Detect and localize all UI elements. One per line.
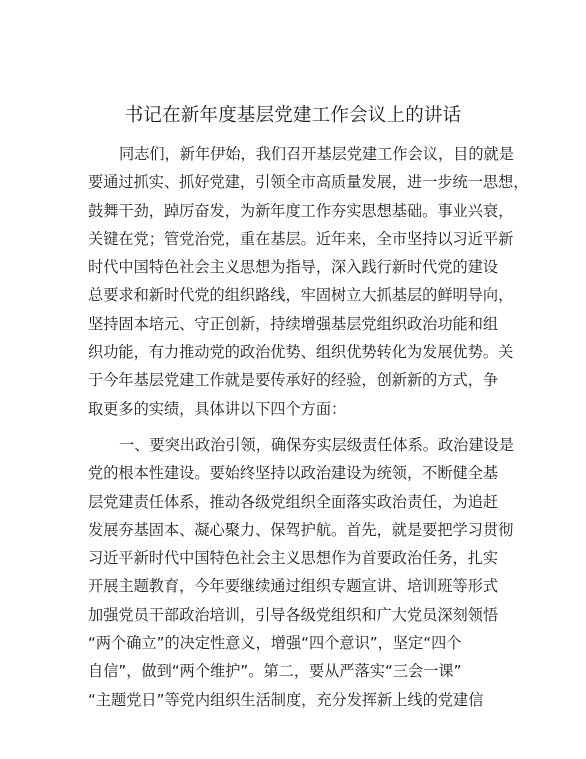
paragraph-2-line-7: 加强党员干部政治培训，引导各级党组织和广大党员深刻领悟: [88, 605, 499, 624]
document-title: 书记在新年度基层党建工作会议上的讲话: [124, 105, 462, 126]
paragraph-1-line-1: 同志们，新年伊始，我们召开基层党建工作会议，目的就是: [119, 145, 514, 163]
paragraph-1-line-7: 坚持固本培元、守正创新，持续增强基层党组织政治功能和组: [88, 314, 499, 333]
paragraph-2-line-9: 自信”，做到“两个维护”。第二，要从严落实“三会一课”: [88, 662, 462, 681]
paragraph-2-line-6: 开展主题教育，今年要继续通过组织专题宣讲、培训班等形式: [88, 577, 499, 596]
document-body: [88, 140, 529, 714]
paragraph-1-line-3: 鼓舞干劲，踔厉奋发，为新年度工作夯实思想基础。事业兴衰，: [88, 201, 514, 220]
paragraph-1-line-8: 织功能，有力推动党的政治优势、组织优势转化为发展优势。关: [88, 343, 514, 362]
paragraph-2-line-1: 一、要突出政治引领，确保夯实层级责任体系。政治建设是: [119, 435, 514, 454]
paragraph-gap: [88, 423, 502, 431]
paragraph-1-line-2: 要通过抓实、抓好党建，引领全市高质量发展，进一步统一思想，: [88, 173, 529, 192]
paragraph-1-line-10: 取更多的实绩，具体讲以下四个方面：: [88, 399, 347, 418]
paragraph-2-line-10: “主题党日”等党内组织生活制度，充分发挥新上线的党建信: [88, 690, 484, 709]
paragraph-2-line-5: 习近平新时代中国特色社会主义思想作为首要政治任务，扎实: [88, 549, 499, 568]
paragraph-2-line-8: “两个确立”的决定性意义，增强“四个意识”，坚定“四个: [88, 634, 462, 653]
paragraph-1-line-9: 于今年基层党建工作就是要传承好的经验，创新新的方式，争: [88, 371, 499, 390]
paragraph-1-line-5: 时代中国特色社会主义思想为指导，深入践行新时代党的建设: [88, 258, 499, 277]
paragraph-1-line-4: 关键在党；管党治党，重在基层。近年来，全市坚持以习近平新: [88, 229, 514, 248]
paragraph-2-line-3: 层党建责任体系，推动各级党组织全面落实政治责任，为追赶: [88, 492, 499, 511]
paragraph-2-line-2: 党的根本性建设。要始终坚持以政治建设为统领，不断健全基: [88, 464, 499, 483]
paragraph-1-line-6: 总要求和新时代党的组织路线，牢固树立大抓基层的鲜明导向，: [88, 286, 514, 305]
paragraph-2-line-4: 发展夯基固本、凝心聚力、保驾护航。首先，就是要把学习贯彻: [88, 520, 514, 539]
